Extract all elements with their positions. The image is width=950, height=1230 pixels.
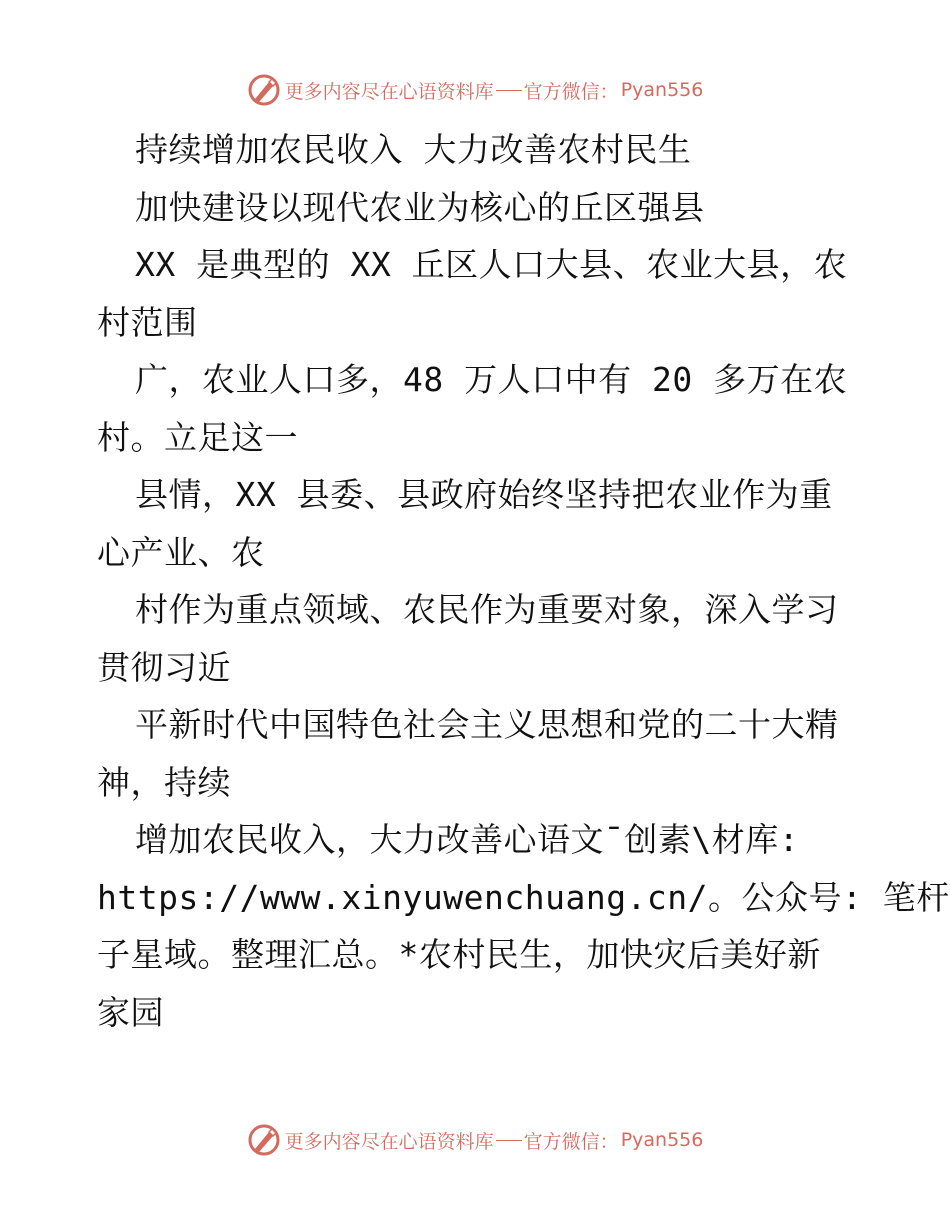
text-line: 神，持续 — [97, 762, 231, 802]
text-line: 县情，XX 县委、县政府始终坚持把农业作为重 — [135, 475, 833, 514]
text-line: 村范围 — [97, 302, 198, 342]
header-wechat-id: Pyan556 — [620, 79, 704, 101]
header-wechat-label: 官方微信： — [523, 80, 619, 103]
text-line: 广，农业人口多，48 万人口中有 20 多万在农 — [135, 360, 848, 399]
text-line: 持续增加农民收入 大力改善农村民生 — [135, 130, 692, 169]
text-line: 加快建设以现代农业为核心的丘区强县 — [135, 187, 705, 227]
text-line: 心产业、农 — [97, 532, 265, 572]
header-banner — [0, 70, 950, 110]
text-line: 增加农民收入，大力改善心语文¯创素\材库: — [135, 820, 800, 859]
footer-banner — [0, 1120, 950, 1160]
text-line: 子星域。整理汇总。*农村民生，加快灾后美好新 — [97, 935, 821, 974]
text-line: 平新时代中国特色社会主义思想和党的二十大精 — [135, 705, 839, 744]
header-dash — [496, 90, 522, 91]
footer-wechat-label: 官方微信： — [523, 1130, 619, 1153]
text-line: 家园 — [97, 992, 164, 1032]
text-line: 贯彻习近 — [97, 647, 231, 687]
text-line: https://www.xinyuwenchuang.cn/。公众号: 笔杆 — [97, 877, 950, 917]
footer-site-text: 更多内容尽在心语资料库 — [284, 1130, 494, 1153]
text-line: 村作为重点领域、农民作为重要对象，深入学习 — [135, 590, 839, 629]
footer-dash — [496, 1140, 522, 1141]
pen-logo-icon — [247, 1123, 281, 1157]
pen-logo-icon — [247, 73, 281, 107]
header-site-text: 更多内容尽在心语资料库 — [284, 80, 494, 103]
text-line: XX 是典型的 XX 丘区人口大县、农业大县，农 — [135, 245, 848, 284]
document-body — [97, 121, 950, 1041]
footer-wechat-id: Pyan556 — [620, 1129, 704, 1151]
text-line: 村。立足这一 — [97, 417, 298, 457]
